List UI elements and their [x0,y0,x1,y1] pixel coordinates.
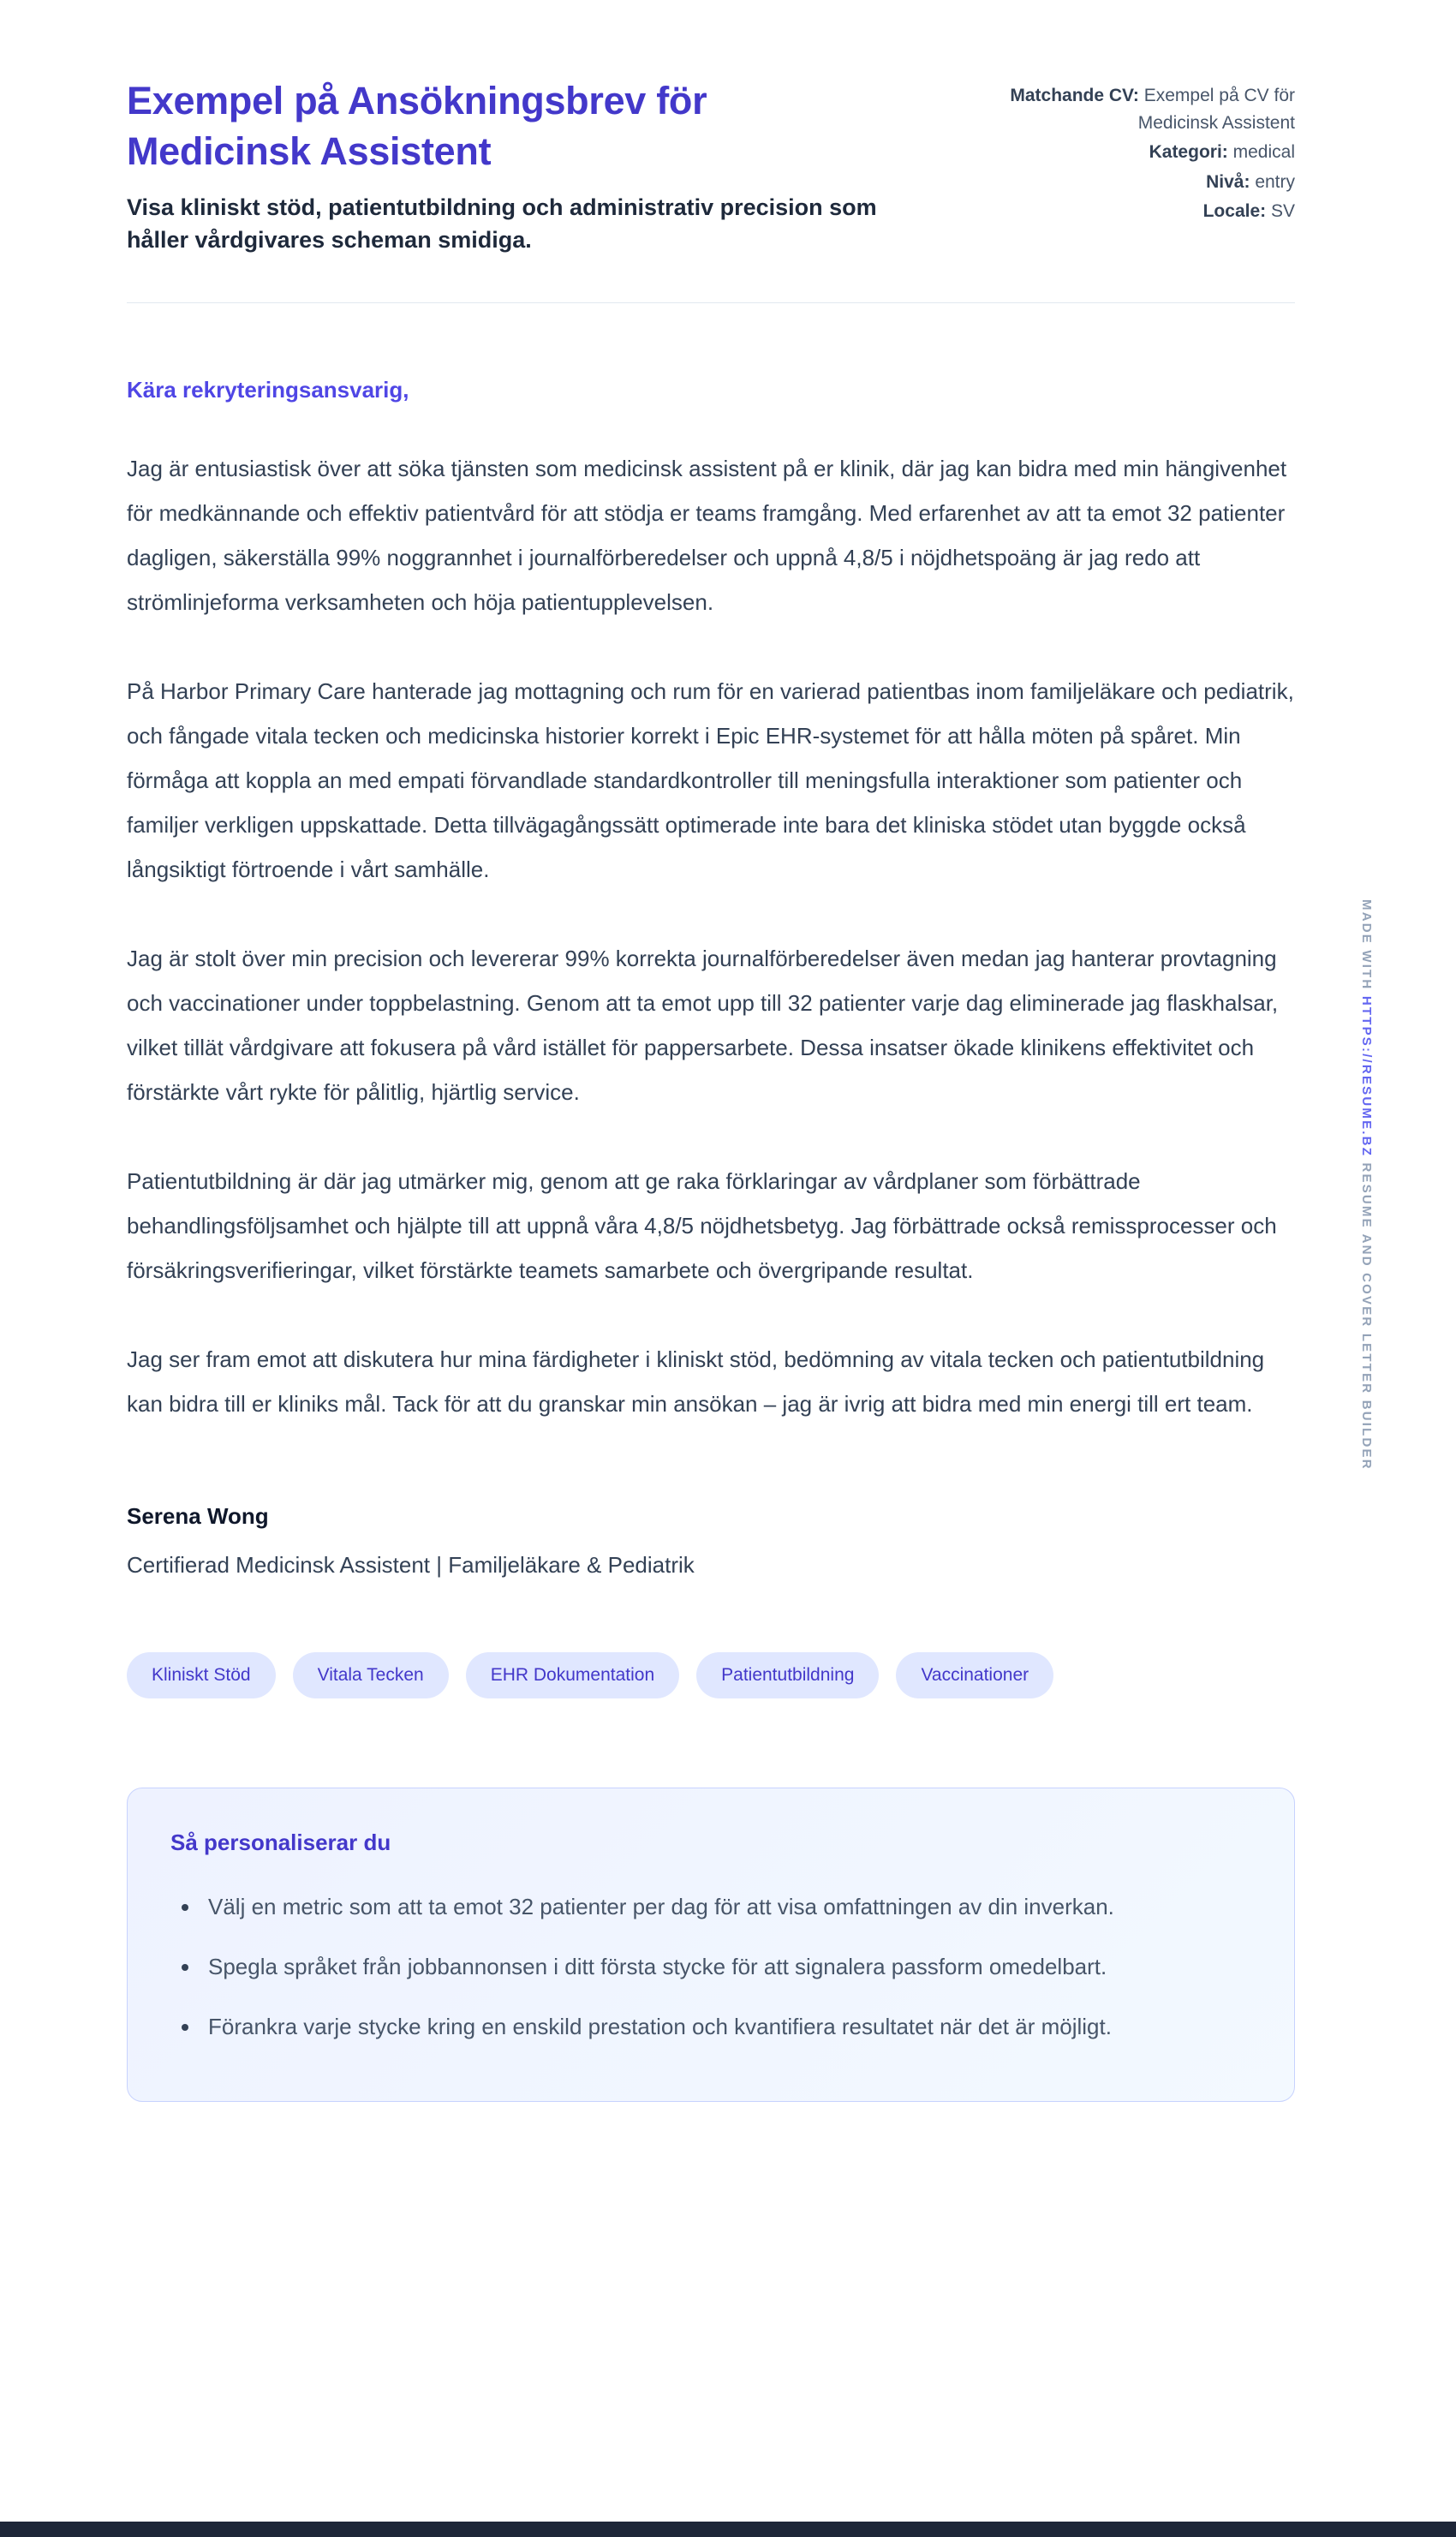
watermark-made-with: MADE WITH [1359,899,1374,991]
callout-item: • Förankra varje stycke kring en enskild prestation och kvantifiera resultatet när det är möjligt. [201,2007,1251,2046]
header-left [127,75,880,256]
meta-row [994,198,1295,225]
callout-list [170,1887,1251,2046]
header-divider [127,302,1295,303]
personalization-callout [127,1788,1295,2102]
letter-paragraph: På Harbor Primary Care hanterade jag mottagning och rum för en varierad patientbas inom familjeläkare och pediatrik, och fångade vitala tecken och medicinska historier korrekt i Epic EHR-systemet för att hålla möten på spåret. Min förmåga att koppla an med empati förvandlade standardkontroller till meningsfulla interaktioner som patienter och familjer verkligen uppskattade. Detta tillvägagångssätt optimerade inte bara det kliniska stödet utan byggde också långsiktigt förtroende i vårt samhälle. [127,678,1294,883]
callout-item: • Spegla språket från jobbannonsen i ditt första stycke för att signalera passform omedelbart. [201,1947,1251,1986]
meta-row [994,169,1295,196]
meta-panel [994,75,1295,228]
meta-value: Exempel på CV för Medicinsk Assistent [1137,86,1295,133]
watermark [1359,899,1374,1471]
skill-tag: EHR Dokumentation [466,1652,679,1698]
letter-greeting: Kära rekryteringsansvarig, [127,377,409,403]
letter-paragraph: Jag ser fram emot att diskutera hur mina färdigheter i kliniskt stöd, bedömning av vitala tecken och patientutbildning kan bidra till er kliniks mål. Tack för att du granskar min ansökan – jag är ivrig att bidra med min energi till ert team. [127,1346,1265,1418]
signature-title: Certifierad Medicinsk Assistent | Familjeläkare & Pediatrik [127,1552,695,1579]
letter-paragraph: Jag är entusiastisk över att söka tjänsten som medicinsk assistent på er klinik, där jag kan bidra med min hängivenhet för medkännande och effektiv patientvård för att stödja er teams framgång. Med erfarenhet av att ta emot 32 patienter dagligen, säkerställa 99% noggrannhet i journalförberedelser och uppnå 4,8/5 i nöjdhetspoäng är jag redo att strömlinjeforma verksamheten och höja patientupplevelsen. [127,456,1287,616]
skill-tag: Kliniskt Stöd [127,1652,276,1698]
meta-value: entry [1255,171,1295,192]
meta-label: Nivå: [1206,171,1250,192]
meta-value: medical [1232,142,1295,162]
meta-label: Matchande CV: [1010,86,1139,105]
footer-bar [0,2522,1456,2537]
page-title: Exempel på Ansökningsbrev för Medicinsk Assistent [127,79,707,174]
watermark-tagline: RESUME AND COVER LETTER BUILDER [1359,1162,1374,1471]
callout-item: • Välj en metric som att ta emot 32 patienter per dag för att visa omfattningen av din inverkan. [201,1887,1251,1926]
meta-label: Kategori: [1149,142,1228,162]
meta-label: Locale: [1202,201,1267,221]
letter-paragraph: Patientutbildning är där jag utmärker mig, genom att ge raka förklaringar av vårdplaner som förbättrade behandlingsföljsamhet och hjälpte till att uppnå våra 4,8/5 nöjdhetsbetyg. Jag förbättrade också remissprocesser och försäkringsverifieringar, vilket förstärkte teamets samarbete och övergripande resultat. [127,1168,1277,1284]
skill-tag: Patientutbildning [696,1652,879,1698]
header [127,75,1295,256]
watermark-link[interactable]: HTTPS://RESUME.BZ [1359,995,1374,1158]
page-subtitle: Visa kliniskt stöd, patientutbildning och administrativ precision som håller vårdgivares scheman smidiga. [127,194,877,254]
letter-body [127,446,1295,1426]
letter-paragraph: Jag är stolt över min precision och levererar 99% korrekta journalförberedelser även medan jag hanterar provtagning och vaccinationer under toppbelastning. Genom att ta emot upp till 32 patienter varje dag eliminerade jag flaskhalsar, vilket tillät vårdgivare att fokusera på vård istället för pappersarbete. Dessa insatser ökade klinikens effektivitet och förstärkte vårt rykte för pålitlig, hjärtlig service. [127,946,1279,1106]
meta-row [994,139,1295,166]
signature-name: Serena Wong [127,1503,269,1530]
meta-value: SV [1270,201,1295,221]
skill-tags [127,1652,1295,1698]
callout-title: Så personaliserar du [170,1830,391,1856]
skill-tag: Vitala Tecken [293,1652,449,1698]
skill-tag: Vaccinationer [896,1652,1053,1698]
meta-row [994,82,1295,136]
